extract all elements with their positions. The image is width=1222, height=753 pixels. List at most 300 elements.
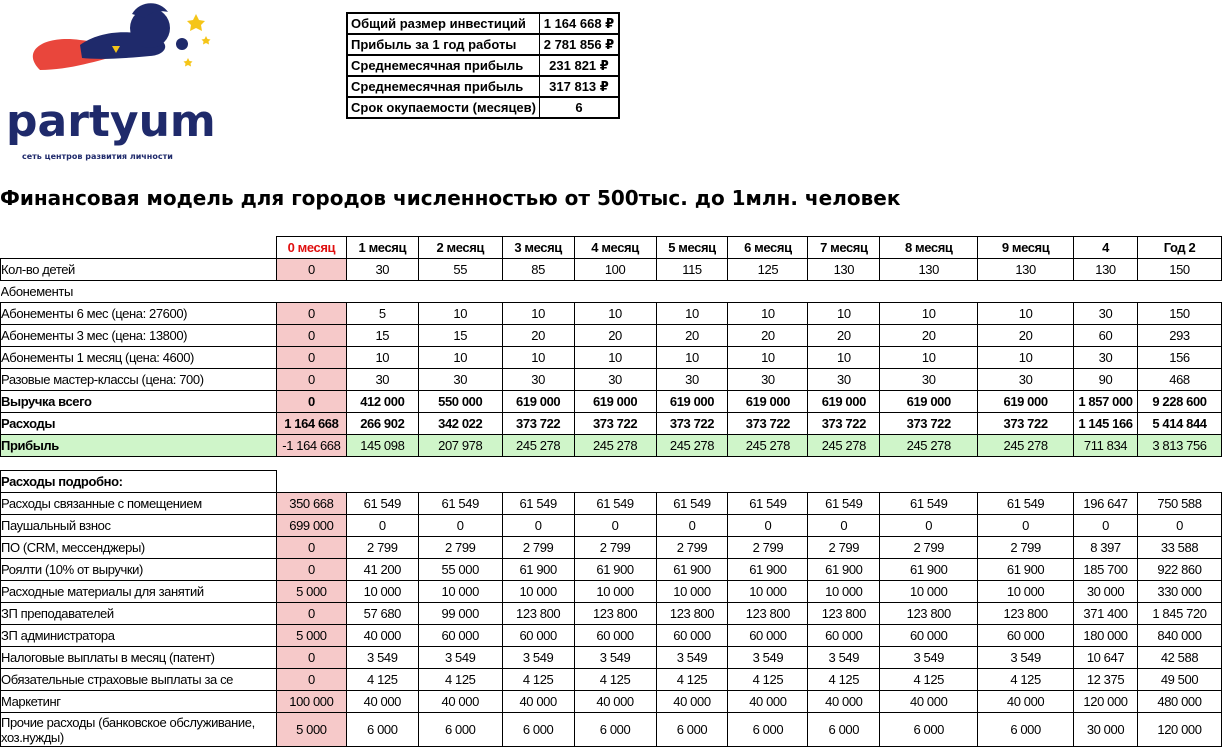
table-cell: 3 549 — [978, 647, 1074, 669]
table-cell: 40 000 — [656, 691, 728, 713]
row-label: Расходы связанные с помещением — [1, 493, 277, 515]
table-cell: 207 978 — [418, 435, 502, 457]
table-cell: 245 278 — [728, 435, 808, 457]
summary-label: Среднемесячная прибыль — [347, 76, 539, 97]
table-cell: 61 549 — [346, 493, 418, 515]
table-cell: 60 — [1074, 325, 1138, 347]
table-cell: 30 — [728, 369, 808, 391]
table-cell: 2 799 — [978, 537, 1074, 559]
table-cell: 5 000 — [276, 581, 346, 603]
table-cell: 3 549 — [728, 647, 808, 669]
table-cell: 0 — [276, 669, 346, 691]
table-cell: 15 — [346, 325, 418, 347]
header-blank — [1, 237, 277, 259]
table-cell: 750 588 — [1138, 493, 1222, 515]
table-cell: 61 900 — [880, 559, 978, 581]
table-cell: 42 588 — [1138, 647, 1222, 669]
table-row — [1, 435, 1222, 457]
spacer-cell — [1, 457, 1222, 471]
table-cell: 0 — [276, 303, 346, 325]
row-label: Абонементы — [0, 284, 73, 299]
table-cell: 4 125 — [808, 669, 880, 691]
table-cell: 20 — [502, 325, 574, 347]
table-cell: 60 000 — [728, 625, 808, 647]
table-cell: 373 722 — [574, 413, 656, 435]
financial-model-table — [0, 236, 1222, 747]
table-cell: 123 800 — [808, 603, 880, 625]
table-cell — [728, 281, 808, 303]
table-cell: 10 — [574, 303, 656, 325]
summary-value: 317 813 ₽ — [539, 76, 619, 97]
table-cell: 4 125 — [880, 669, 978, 691]
table-cell: 0 — [276, 647, 346, 669]
table-cell: 10 000 — [418, 581, 502, 603]
page-title: Финансовая модель для городов численностью от 500тыс. до 1млн. человек — [0, 186, 901, 210]
table-cell: 0 — [276, 259, 346, 281]
table-cell — [656, 281, 728, 303]
table-cell: 0 — [656, 515, 728, 537]
table-row — [1, 669, 1222, 691]
table-cell: 6 000 — [418, 713, 502, 747]
column-header: 3 месяц — [502, 237, 574, 259]
table-cell: 0 — [276, 347, 346, 369]
table-cell: 4 125 — [978, 669, 1074, 691]
details-title-blank — [276, 471, 1221, 493]
table-cell: 55 000 — [418, 559, 502, 581]
table-cell: 350 668 — [276, 493, 346, 515]
table-cell: 0 — [276, 603, 346, 625]
table-row — [1, 347, 1222, 369]
table-cell: 30 — [346, 369, 418, 391]
table-cell: 40 000 — [728, 691, 808, 713]
table-cell: 61 549 — [656, 493, 728, 515]
table-cell: 123 800 — [978, 603, 1074, 625]
table-cell: 373 722 — [978, 413, 1074, 435]
table-cell: 30 — [808, 369, 880, 391]
table-row — [1, 537, 1222, 559]
table-cell: 3 813 756 — [1138, 435, 1222, 457]
table-row — [1, 603, 1222, 625]
table-cell: 120 000 — [1074, 691, 1138, 713]
table-cell: 3 549 — [656, 647, 728, 669]
table-cell: 10 — [502, 347, 574, 369]
table-cell: 60 000 — [978, 625, 1074, 647]
table-cell: 2 799 — [656, 537, 728, 559]
table-cell: 40 000 — [574, 691, 656, 713]
table-cell: 61 549 — [808, 493, 880, 515]
table-cell: 30 — [880, 369, 978, 391]
table-cell: 0 — [276, 391, 346, 413]
table-cell: 30 000 — [1074, 581, 1138, 603]
table-cell: 342 022 — [418, 413, 502, 435]
table-cell — [1074, 281, 1138, 303]
table-cell: 10 — [418, 347, 502, 369]
table-cell: 245 278 — [880, 435, 978, 457]
summary-row — [347, 76, 619, 97]
table-cell: 61 549 — [574, 493, 656, 515]
table-cell: 0 — [276, 369, 346, 391]
column-header: 4 — [1074, 237, 1138, 259]
table-cell: 619 000 — [574, 391, 656, 413]
table-row — [1, 325, 1222, 347]
table-cell: 61 549 — [728, 493, 808, 515]
table-cell: 115 — [656, 259, 728, 281]
table-cell: 6 000 — [574, 713, 656, 747]
table-cell: 266 902 — [346, 413, 418, 435]
table-cell: 130 — [978, 259, 1074, 281]
table-cell: 4 125 — [728, 669, 808, 691]
table-cell: 40 000 — [346, 625, 418, 647]
table-cell: 20 — [574, 325, 656, 347]
summary-label: Прибыль за 1 год работы — [347, 34, 539, 55]
table-cell: 5 — [346, 303, 418, 325]
table-cell — [978, 281, 1074, 303]
table-cell — [574, 281, 656, 303]
table-cell: 0 — [1074, 515, 1138, 537]
table-cell — [418, 281, 502, 303]
table-cell: 10 000 — [574, 581, 656, 603]
table-cell: 60 000 — [880, 625, 978, 647]
table-cell: 6 000 — [728, 713, 808, 747]
table-cell: 8 397 — [1074, 537, 1138, 559]
table-cell: 619 000 — [502, 391, 574, 413]
table-cell: 9 228 600 — [1138, 391, 1222, 413]
table-cell: 550 000 — [418, 391, 502, 413]
row-label: Роялти (10% от выручки) — [1, 559, 277, 581]
table-cell: 30 — [502, 369, 574, 391]
table-cell: 245 278 — [502, 435, 574, 457]
partyum-logo — [0, 0, 230, 170]
summary-value: 1 164 668 ₽ — [539, 13, 619, 34]
table-cell: 3 549 — [346, 647, 418, 669]
table-cell: 5 000 — [276, 713, 346, 747]
row-label: ПО (CRM, мессенджеры) — [1, 537, 277, 559]
table-row — [1, 391, 1222, 413]
table-cell: 0 — [978, 515, 1074, 537]
table-cell: 1 857 000 — [1074, 391, 1138, 413]
summary-row — [347, 97, 619, 118]
table-cell: 30 000 — [1074, 713, 1138, 747]
table-cell: 125 — [728, 259, 808, 281]
table-cell: 130 — [880, 259, 978, 281]
table-cell: 90 — [1074, 369, 1138, 391]
table-cell: 61 549 — [978, 493, 1074, 515]
table-cell: 30 — [346, 259, 418, 281]
table-cell: 60 000 — [808, 625, 880, 647]
table-cell: 61 900 — [808, 559, 880, 581]
table-cell: 40 000 — [808, 691, 880, 713]
table-cell: 10 — [656, 347, 728, 369]
logo-wordmark: partyum — [6, 96, 216, 147]
table-cell: 61 900 — [728, 559, 808, 581]
table-cell — [880, 281, 978, 303]
column-header: 2 месяц — [418, 237, 502, 259]
table-cell: 57 680 — [346, 603, 418, 625]
table-cell: 711 834 — [1074, 435, 1138, 457]
table-cell: 15 — [418, 325, 502, 347]
table-cell: 10 000 — [502, 581, 574, 603]
table-cell: 60 000 — [502, 625, 574, 647]
table-row — [1, 303, 1222, 325]
table-cell: 130 — [808, 259, 880, 281]
table-cell: 99 000 — [418, 603, 502, 625]
table-row — [1, 559, 1222, 581]
table-cell: 0 — [276, 325, 346, 347]
table-cell: 619 000 — [656, 391, 728, 413]
table-cell: 2 799 — [728, 537, 808, 559]
row-label: Обязательные страховые выплаты за се — [1, 669, 277, 691]
table-cell: 10 — [728, 303, 808, 325]
table-cell: 3 549 — [880, 647, 978, 669]
table-cell: 0 — [808, 515, 880, 537]
table-cell: 4 125 — [418, 669, 502, 691]
table-cell — [276, 281, 346, 303]
table-cell: 1 164 668 — [276, 413, 346, 435]
summary-label: Общий размер инвестиций — [347, 13, 539, 34]
table-cell: 41 200 — [346, 559, 418, 581]
table-cell: 2 799 — [502, 537, 574, 559]
table-cell: 0 — [346, 515, 418, 537]
table-cell: 30 — [574, 369, 656, 391]
table-cell: 10 — [880, 347, 978, 369]
table-cell: 40 000 — [978, 691, 1074, 713]
table-cell: 0 — [728, 515, 808, 537]
table-cell: 123 800 — [502, 603, 574, 625]
table-cell: 2 799 — [574, 537, 656, 559]
summary-value: 2 781 856 ₽ — [539, 34, 619, 55]
table-cell: 40 000 — [502, 691, 574, 713]
table-cell: 10 000 — [978, 581, 1074, 603]
table-cell: 10 — [346, 347, 418, 369]
table-cell: 20 — [728, 325, 808, 347]
column-header: Год 2 — [1138, 237, 1222, 259]
table-cell: 33 588 — [1138, 537, 1222, 559]
table-cell: 20 — [880, 325, 978, 347]
table-cell: 10 — [418, 303, 502, 325]
table-cell: 4 125 — [346, 669, 418, 691]
table-cell: 10 000 — [656, 581, 728, 603]
table-cell: 185 700 — [1074, 559, 1138, 581]
table-cell — [808, 281, 880, 303]
table-row — [1, 413, 1222, 435]
table-cell: 100 — [574, 259, 656, 281]
table-cell: 30 — [1074, 303, 1138, 325]
table-cell: 120 000 — [1138, 713, 1222, 747]
table-cell: 60 000 — [656, 625, 728, 647]
table-cell: 4 125 — [574, 669, 656, 691]
table-cell: 10 — [502, 303, 574, 325]
table-cell: 10 — [656, 303, 728, 325]
table-cell: 373 722 — [808, 413, 880, 435]
table-cell: 10 — [728, 347, 808, 369]
table-cell: 130 — [1074, 259, 1138, 281]
row-label: Расходные материалы для занятий — [1, 581, 277, 603]
table-cell: 6 000 — [502, 713, 574, 747]
table-cell: 30 — [418, 369, 502, 391]
flying-kid-icon — [0, 0, 230, 100]
table-cell: 60 000 — [418, 625, 502, 647]
table-cell: 619 000 — [880, 391, 978, 413]
table-cell: 12 375 — [1074, 669, 1138, 691]
table-cell — [346, 281, 418, 303]
summary-table — [346, 12, 620, 119]
table-cell: 0 — [502, 515, 574, 537]
row-label: Разовые мастер-классы (цена: 700) — [1, 369, 277, 391]
summary-row — [347, 34, 619, 55]
column-header: 7 месяц — [808, 237, 880, 259]
table-header-row — [1, 237, 1222, 259]
table-cell: 6 000 — [656, 713, 728, 747]
table-cell: 373 722 — [728, 413, 808, 435]
row-label: Кол-во детей — [1, 259, 277, 281]
table-cell: 196 647 — [1074, 493, 1138, 515]
table-cell: 619 000 — [808, 391, 880, 413]
table-row — [1, 259, 1222, 281]
table-cell: 371 400 — [1074, 603, 1138, 625]
summary-row — [347, 13, 619, 34]
row-label: Прибыль — [1, 435, 277, 457]
table-cell: 6 000 — [978, 713, 1074, 747]
details-title: Расходы подробно: — [1, 471, 277, 493]
table-cell: 0 — [1138, 515, 1222, 537]
table-row — [1, 691, 1222, 713]
details-title-row — [1, 471, 1222, 493]
table-row — [1, 515, 1222, 537]
table-cell: 145 098 — [346, 435, 418, 457]
table-cell: 10 647 — [1074, 647, 1138, 669]
table-cell: 61 900 — [656, 559, 728, 581]
table-cell: 10 000 — [728, 581, 808, 603]
table-cell: 20 — [978, 325, 1074, 347]
table-cell: 3 549 — [418, 647, 502, 669]
table-cell: 40 000 — [418, 691, 502, 713]
table-cell: 619 000 — [728, 391, 808, 413]
row-label: Расходы — [1, 413, 277, 435]
table-cell: 5 000 — [276, 625, 346, 647]
table-row — [1, 581, 1222, 603]
table-cell: 10 — [574, 347, 656, 369]
table-cell: 0 — [574, 515, 656, 537]
table-cell: 40 000 — [346, 691, 418, 713]
table-cell — [1138, 281, 1222, 303]
table-cell: 2 799 — [880, 537, 978, 559]
table-cell: 0 — [276, 537, 346, 559]
table-cell: 30 — [1074, 347, 1138, 369]
table-cell: 2 799 — [418, 537, 502, 559]
table-cell: 6 000 — [880, 713, 978, 747]
table-cell: 293 — [1138, 325, 1222, 347]
table-cell: 20 — [656, 325, 728, 347]
table-cell: 373 722 — [656, 413, 728, 435]
table-cell: 61 549 — [880, 493, 978, 515]
table-row — [1, 281, 1222, 303]
table-cell: 6 000 — [808, 713, 880, 747]
table-cell: 5 414 844 — [1138, 413, 1222, 435]
table-cell: 2 799 — [808, 537, 880, 559]
row-label: Прочие расходы (банковское обслуживание, хоз.нужды) — [1, 713, 277, 747]
table-cell: 10 — [808, 347, 880, 369]
table-cell: 1 845 720 — [1138, 603, 1222, 625]
spacer-row — [1, 457, 1222, 471]
summary-label: Среднемесячная прибыль — [347, 55, 539, 76]
table-cell: 0 — [880, 515, 978, 537]
table-cell: 61 900 — [574, 559, 656, 581]
table-cell: 0 — [276, 559, 346, 581]
column-header: 5 месяц — [656, 237, 728, 259]
summary-row — [347, 55, 619, 76]
table-cell: -1 164 668 — [276, 435, 346, 457]
table-cell: 373 722 — [880, 413, 978, 435]
table-cell: 699 000 — [276, 515, 346, 537]
table-row — [1, 493, 1222, 515]
table-cell: 245 278 — [656, 435, 728, 457]
table-cell: 10 — [880, 303, 978, 325]
table-cell: 3 549 — [574, 647, 656, 669]
table-cell: 10 — [808, 303, 880, 325]
table-cell — [502, 281, 574, 303]
table-cell: 30 — [656, 369, 728, 391]
summary-label: Срок окупаемости (месяцев) — [347, 97, 539, 118]
table-cell: 55 — [418, 259, 502, 281]
table-cell: 180 000 — [1074, 625, 1138, 647]
table-cell: 60 000 — [574, 625, 656, 647]
table-cell: 10 000 — [808, 581, 880, 603]
table-cell: 156 — [1138, 347, 1222, 369]
table-cell: 3 549 — [502, 647, 574, 669]
row-label: Абонементы 3 мес (цена: 13800) — [1, 325, 277, 347]
table-cell: 330 000 — [1138, 581, 1222, 603]
table-cell: 840 000 — [1138, 625, 1222, 647]
table-cell: 10 000 — [346, 581, 418, 603]
table-cell: 30 — [978, 369, 1074, 391]
table-cell: 150 — [1138, 259, 1222, 281]
table-cell: 20 — [808, 325, 880, 347]
row-label: Налоговые выплаты в месяц (патент) — [1, 647, 277, 669]
table-cell: 6 000 — [346, 713, 418, 747]
table-cell: 2 799 — [346, 537, 418, 559]
column-header: 9 месяц — [978, 237, 1074, 259]
table-cell: 10 — [978, 347, 1074, 369]
summary-value: 6 — [539, 97, 619, 118]
column-header: 6 месяц — [728, 237, 808, 259]
row-label: Абонементы 6 мес (цена: 27600) — [1, 303, 277, 325]
table-cell: 150 — [1138, 303, 1222, 325]
table-cell: 4 125 — [656, 669, 728, 691]
column-header: 8 месяц — [880, 237, 978, 259]
row-label: Маркетинг — [1, 691, 277, 713]
table-cell: 0 — [418, 515, 502, 537]
column-header: 0 месяц — [276, 237, 346, 259]
row-label: Выручка всего — [1, 391, 277, 413]
table-cell: 922 860 — [1138, 559, 1222, 581]
column-header: 4 месяц — [574, 237, 656, 259]
table-cell: 245 278 — [978, 435, 1074, 457]
table-cell: 123 800 — [656, 603, 728, 625]
logo-tagline: сеть центров развития личности — [22, 152, 173, 161]
table-cell: 480 000 — [1138, 691, 1222, 713]
table-cell: 40 000 — [880, 691, 978, 713]
row-label: ЗП администратора — [1, 625, 277, 647]
table-cell: 4 125 — [502, 669, 574, 691]
table-cell: 61 549 — [502, 493, 574, 515]
table-cell: 1 145 166 — [1074, 413, 1138, 435]
table-cell: 619 000 — [978, 391, 1074, 413]
table-cell: 10 000 — [880, 581, 978, 603]
table-cell: 61 549 — [418, 493, 502, 515]
table-cell: 373 722 — [502, 413, 574, 435]
table-cell: 123 800 — [728, 603, 808, 625]
table-row — [1, 369, 1222, 391]
